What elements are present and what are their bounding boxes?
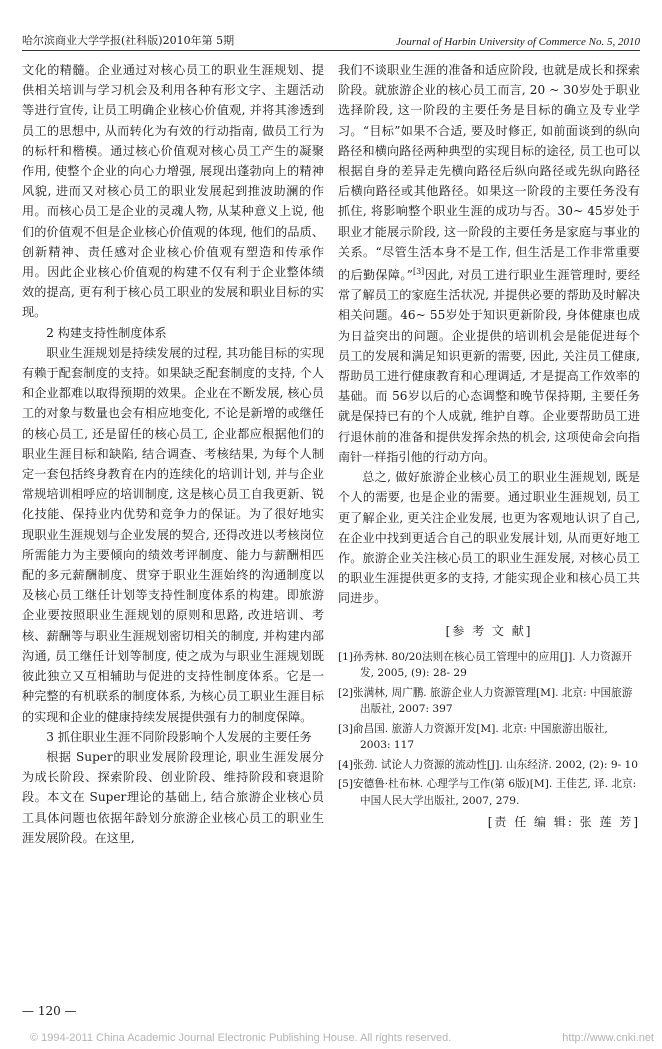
left-column bbox=[22, 60, 324, 848]
reference-item: [4]张劲. 试论人力资源的流动性[J]. 山东经济. 2002, (2): 9- 10 bbox=[338, 758, 639, 771]
journal-title-cn: 哈尔滨商业大学学报(社科版)2010年第 5期 bbox=[22, 34, 235, 47]
paragraph-stages-continued bbox=[338, 60, 640, 467]
reference-list bbox=[338, 649, 640, 810]
cnki-link[interactable]: http://www.cnki.net bbox=[562, 1032, 654, 1044]
section-heading-2: 2 构建支持性制度体系 bbox=[46, 325, 167, 340]
reference-item: [2]张满林, 周广鹏. 旅游企业人力资源管理[M]. 北京: 中国旅游出版社, 2007: 397 bbox=[338, 686, 633, 716]
reference-item: [5]安德鲁·杜布林. 心理学与工作(第 6版)[M]. 王佳艺, 译. 北京: 中国人民大学出版社, 2007, 279. bbox=[338, 778, 637, 807]
section-heading-3: 3 抓住职业生涯不同阶段影响个人发展的主要任务 bbox=[46, 729, 312, 744]
citation-3: [3] bbox=[412, 267, 425, 277]
stages-text-a: 我们不谈职业生涯的准备和适应阶段, 也就是成长和探索阶段。就旅游企业的核心员工而言, 20 ~ 30岁处于职业选择阶段, 这一阶段的主要任务是目标的确立及专业学习。“目标”如果不合适, 要及时修正, 如前面谈到的纵向路径和横向路径两种典型的实现目标的途径, 员工也可以根据自身的差异走先横向路径后纵向路径或先纵向路径后横向路径或其他路径。如果这一阶段的主要任务没有抓住, 将影响整个职业生涯的成功与否。30~ 45岁处于职业才能展示阶段, 这一阶段的主要任务是家庭与事业的关系。“尽管生活本身不是工作, 但生活是工作非常重要的后勤保障。” bbox=[338, 63, 640, 283]
references-title: [参 考 文 献] bbox=[445, 623, 533, 638]
paragraph-conclusion: 总之, 做好旅游企业核心员工的职业生涯规划, 既是个人的需要, 也是企业的需要。通过职业生涯规划, 员工更了解企业, 更关注企业发展, 也更为客观地认识了自己, 在企业中找到更适合自己的职业发展计划, 从而更好地工作。旅游企业关注核心员工的职业生涯发展, 对核心员工的职业生涯提供更多的支持, 才能实现企业和核心员工共同进步。 bbox=[338, 470, 640, 606]
running-header bbox=[22, 30, 640, 51]
responsible-editor: [责 任 编 辑: 张 莲 芳] bbox=[487, 815, 640, 830]
stages-text-b: 因此, 对员工进行职业生涯管理时, 要经常了解员工的家庭生活状况, 并提供必要的帮助及时解决相关问题。46~ 55岁处于知识更新阶段, 身体健康也成为日益突出的问题。企业提供的培训机会是能促进每个员工的发展和满足知识更新的需要, 因此, 关注员工健康, 帮助员工进行健康教育和心理调适, 才是提高工作效率的基础。而 56岁以后的心态调整和晚节保持期, 主要任务就是保持已有的个人成就, 维护自尊。企业要帮助员工进行退休前的准备和提供发挥余热的机会, 这项使命会向指南针一样指引他的行动方向。 bbox=[338, 268, 640, 464]
reference-item: [3]俞昌国. 旅游人力资源开发[M]. 北京: 中国旅游出版社, 2003: 117 bbox=[338, 722, 608, 752]
copyright-text: © 1994-2011 China Academic Journal Electronic Publishing House. All rights reserved. bbox=[30, 1032, 452, 1044]
right-column bbox=[338, 60, 640, 832]
page-number: — 120 — bbox=[22, 1004, 77, 1018]
paragraph-support-system: 职业生涯规划是持续发展的过程, 其功能目标的实现有赖于配套制度的支持。如果缺乏配套制度的支持, 个人和企业都难以取得预期的效果。企业在不断发展, 核心员工的对象与数量也会有相应地变化, 不论是新增的或继任的核心员工, 还是留任的核心员工, 企业都应根据他们的职业生涯目标和缺陷, 结合调查、考核结果, 为每个人制定一套包括终身教育在内的连续化的培训计划, 并与企业常规培训相呼应的培训制度, 这是核心员工自我更新、锐化技能、保持业内优势和竞争力的保证。为了很好地实现职业生涯规划与企业发展的契合, 还得改进以考核岗位所需能力为主要倾向的绩效考评制度、能力与薪酬相匹配的多元薪酬制度、贯穿于职业生涯始终的沟通制度以及核心员工继任计划等支持性制度体系的构建。即旅游企业要按照职业生涯规划的原则和思路, 改进培训、考核、薪酬等与职业生涯规划密切相关的制度, 并构建内部沟通, 员工继任计划等制度, 使之成为与职业生涯规划既彼此独立又互相辅助与促进的支持性制度体系。它是一种完整的有机联系的制度体系, 为核心员工职业生涯目标的实现和企业的健康持续发展提供强有力的制度保障。 bbox=[22, 345, 324, 724]
reference-item: [1]孙秀林. 80/20法则在核心员工管理中的应用[J]. 人力资源开发, 2005, (9): 28- 29 bbox=[338, 650, 632, 680]
copyright-footer bbox=[0, 1032, 662, 1048]
paragraph-core-values: 文化的精髓。企业通过对核心员工的职业生涯规划、提供相关培训与学习机会及利用各种有形文字、主题活动等进行宣传, 让员工明确企业核心价值观, 并将其渗透到员工的思想中, 从而转化为有效的行动指南, 做员工行为的标杆和楷模。通过核心价值观对核心员工产生的凝聚作用, 使整个企业的向心力增强, 展现出蓬勃向上的精神风貌, 进而又对核心员工的职业发展起到推波助澜的作用。而核心员工是企业的灵魂人物, 从某种意义上说, 他们的价值观不但是企业核心价值观的体现, 他们的品质、创新精神、责任感对企业核心价值观有塑造和传承作用。因此企业核心价值观的构建不仅有利于企业整体绩效的提高, 更有利于核心员工职业的发展和职业目标的实现。 bbox=[22, 63, 324, 320]
journal-title-en: Journal of Harbin University of Commerce No. 5, 2010 bbox=[395, 36, 640, 48]
paragraph-career-stages: 根据 Super的职业发展阶段理论, 职业生涯发展分为成长阶段、探索阶段、创业阶段、维持阶段和衰退阶段。本文在 Super理论的基础上, 结合旅游企业核心员工具体问题也依据年龄划分旅游企业核心员工的职业生涯发展阶段。在这里, bbox=[22, 749, 324, 845]
